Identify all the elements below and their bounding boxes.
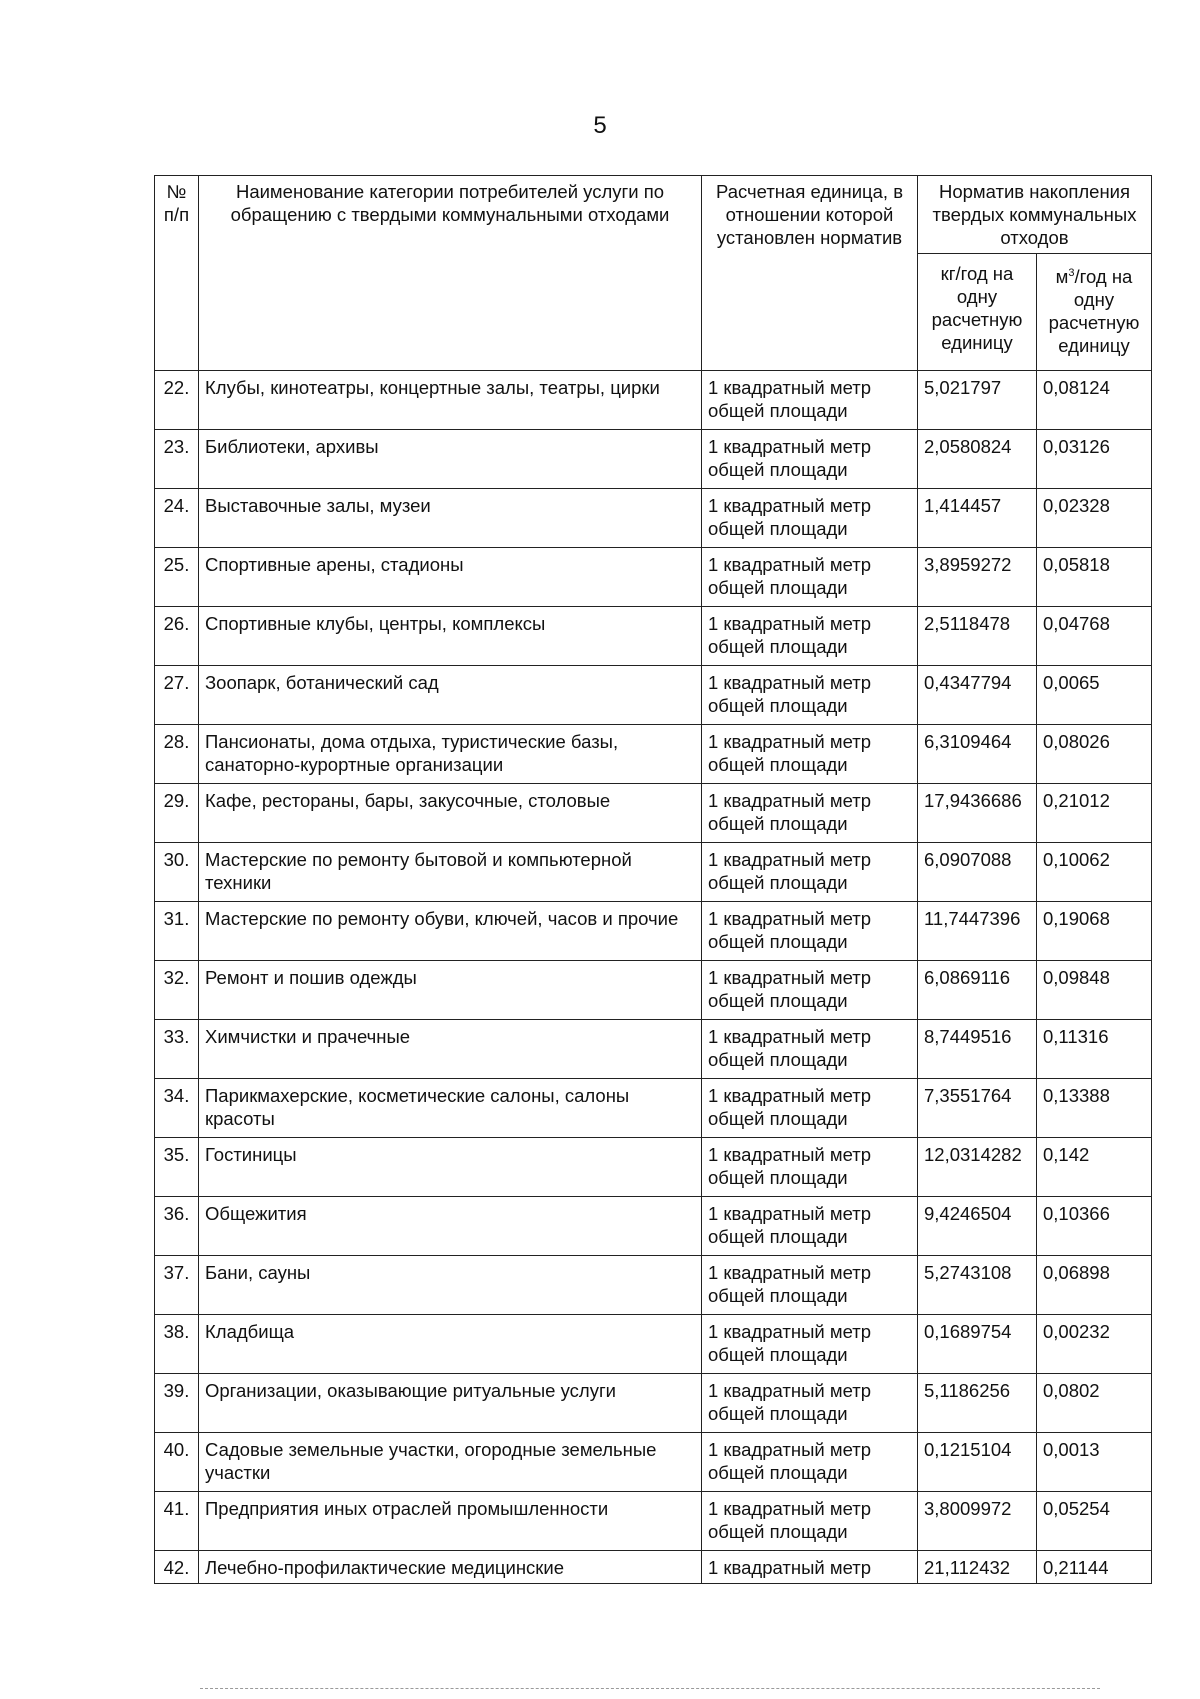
row-category: Лечебно-профилактические медицинские — [199, 1551, 702, 1584]
table-row — [155, 1551, 1152, 1584]
header-kg-per-year: кг/год на одну расчетную единицу — [918, 254, 1037, 371]
row-kg-value: 3,8009972 — [918, 1492, 1037, 1551]
table-row — [155, 1433, 1152, 1492]
row-m3-value: 0,05818 — [1037, 548, 1152, 607]
header-unit: Расчетная единица, в отношении которой установлен норматив — [702, 176, 918, 371]
m3-superscript: 3 — [1068, 267, 1075, 279]
row-m3-value: 0,03126 — [1037, 430, 1152, 489]
row-m3-value: 0,21144 — [1037, 1551, 1152, 1584]
row-unit: 1 квадратный метр общей площади — [702, 1138, 918, 1197]
m3-suffix: /год на одну расчетную единицу — [1048, 266, 1140, 357]
table-row — [155, 1079, 1152, 1138]
row-category: Мастерские по ремонту бытовой и компьютерной техники — [199, 843, 702, 902]
row-category: Кафе, рестораны, бары, закусочные, столовые — [199, 784, 702, 843]
row-number: 31. — [155, 902, 199, 961]
row-number: 24. — [155, 489, 199, 548]
row-number: 37. — [155, 1256, 199, 1315]
table-row — [155, 1374, 1152, 1433]
row-unit: 1 квадратный метр общей площади — [702, 371, 918, 430]
row-m3-value: 0,142 — [1037, 1138, 1152, 1197]
row-number: 22. — [155, 371, 199, 430]
row-number: 42. — [155, 1551, 199, 1584]
row-kg-value: 8,7449516 — [918, 1020, 1037, 1079]
row-unit: 1 квадратный метр — [702, 1551, 918, 1584]
row-number: 30. — [155, 843, 199, 902]
row-number: 27. — [155, 666, 199, 725]
row-category: Ремонт и пошив одежды — [199, 961, 702, 1020]
row-unit: 1 квадратный метр общей площади — [702, 548, 918, 607]
row-kg-value: 17,9436686 — [918, 784, 1037, 843]
row-unit: 1 квадратный метр общей площади — [702, 1374, 918, 1433]
row-category: Клубы, кинотеатры, концертные залы, театры, цирки — [199, 371, 702, 430]
row-m3-value: 0,0013 — [1037, 1433, 1152, 1492]
row-category: Организации, оказывающие ритуальные услуги — [199, 1374, 702, 1433]
row-m3-value: 0,06898 — [1037, 1256, 1152, 1315]
row-kg-value: 2,0580824 — [918, 430, 1037, 489]
row-unit: 1 квадратный метр общей площади — [702, 961, 918, 1020]
row-number: 35. — [155, 1138, 199, 1197]
row-number: 41. — [155, 1492, 199, 1551]
row-kg-value: 2,5118478 — [918, 607, 1037, 666]
row-category: Спортивные арены, стадионы — [199, 548, 702, 607]
row-number: 29. — [155, 784, 199, 843]
row-kg-value: 7,3551764 — [918, 1079, 1037, 1138]
row-number: 26. — [155, 607, 199, 666]
row-category: Спортивные клубы, центры, комплексы — [199, 607, 702, 666]
row-unit: 1 квадратный метр общей площади — [702, 1256, 918, 1315]
row-kg-value: 5,1186256 — [918, 1374, 1037, 1433]
row-m3-value: 0,19068 — [1037, 902, 1152, 961]
row-unit: 1 квадратный метр общей площади — [702, 1433, 918, 1492]
row-category: Общежития — [199, 1197, 702, 1256]
table-row — [155, 1020, 1152, 1079]
table-row — [155, 725, 1152, 784]
row-category: Библиотеки, архивы — [199, 430, 702, 489]
row-m3-value: 0,09848 — [1037, 961, 1152, 1020]
row-unit: 1 квадратный метр общей площади — [702, 489, 918, 548]
row-unit: 1 квадратный метр общей площади — [702, 1020, 918, 1079]
row-number: 25. — [155, 548, 199, 607]
row-unit: 1 квадратный метр общей площади — [702, 430, 918, 489]
row-m3-value: 0,10366 — [1037, 1197, 1152, 1256]
row-number: 36. — [155, 1197, 199, 1256]
row-category: Химчистки и прачечные — [199, 1020, 702, 1079]
row-kg-value: 5,2743108 — [918, 1256, 1037, 1315]
row-unit: 1 квадратный метр общей площади — [702, 1492, 918, 1551]
scan-edge-line — [200, 1688, 1100, 1690]
table-row — [155, 489, 1152, 548]
row-kg-value: 3,8959272 — [918, 548, 1037, 607]
row-unit: 1 квадратный метр общей площади — [702, 666, 918, 725]
row-kg-value: 0,1689754 — [918, 1315, 1037, 1374]
table-row — [155, 371, 1152, 430]
table-row — [155, 1138, 1152, 1197]
row-kg-value: 6,0907088 — [918, 843, 1037, 902]
row-category: Предприятия иных отраслей промышленности — [199, 1492, 702, 1551]
header-category: Наименование категории потребителей услуги по обращению с твердыми коммунальными отходами — [199, 176, 702, 371]
row-kg-value: 6,3109464 — [918, 725, 1037, 784]
row-kg-value: 0,4347794 — [918, 666, 1037, 725]
row-m3-value: 0,02328 — [1037, 489, 1152, 548]
row-number: 23. — [155, 430, 199, 489]
table-row — [155, 961, 1152, 1020]
row-m3-value: 0,00232 — [1037, 1315, 1152, 1374]
row-kg-value: 0,1215104 — [918, 1433, 1037, 1492]
row-m3-value: 0,11316 — [1037, 1020, 1152, 1079]
row-kg-value: 21,112432 — [918, 1551, 1037, 1584]
table-row — [155, 430, 1152, 489]
row-unit: 1 квадратный метр общей площади — [702, 725, 918, 784]
header-norm: Норматив накопления твердых коммунальных отходов — [918, 176, 1152, 254]
table-row — [155, 784, 1152, 843]
row-m3-value: 0,0065 — [1037, 666, 1152, 725]
row-unit: 1 квадратный метр общей площади — [702, 843, 918, 902]
row-m3-value: 0,21012 — [1037, 784, 1152, 843]
row-kg-value: 12,0314282 — [918, 1138, 1037, 1197]
m3-prefix: м — [1055, 266, 1069, 288]
row-category: Выставочные залы, музеи — [199, 489, 702, 548]
row-unit: 1 квадратный метр общей площади — [702, 1079, 918, 1138]
row-number: 28. — [155, 725, 199, 784]
row-unit: 1 квадратный метр общей площади — [702, 1315, 918, 1374]
row-number: 39. — [155, 1374, 199, 1433]
row-number: 32. — [155, 961, 199, 1020]
row-category: Бани, сауны — [199, 1256, 702, 1315]
header-number: № п/п — [155, 176, 199, 371]
row-number: 34. — [155, 1079, 199, 1138]
table-row — [155, 1256, 1152, 1315]
header-m3-per-year — [1037, 254, 1152, 371]
row-kg-value: 1,414457 — [918, 489, 1037, 548]
row-number: 38. — [155, 1315, 199, 1374]
row-unit: 1 квадратный метр общей площади — [702, 902, 918, 961]
row-category: Парикмахерские, косметические салоны, салоны красоты — [199, 1079, 702, 1138]
norms-table — [154, 175, 1152, 1584]
table-row — [155, 548, 1152, 607]
row-category: Гостиницы — [199, 1138, 702, 1197]
row-category: Пансионаты, дома отдыха, туристические базы, санаторно-курортные организации — [199, 725, 702, 784]
table-row — [155, 666, 1152, 725]
row-category: Зоопарк, ботанический сад — [199, 666, 702, 725]
table-body — [155, 371, 1152, 1584]
row-kg-value: 6,0869116 — [918, 961, 1037, 1020]
row-number: 33. — [155, 1020, 199, 1079]
row-kg-value: 5,021797 — [918, 371, 1037, 430]
row-unit: 1 квадратный метр общей площади — [702, 607, 918, 666]
row-m3-value: 0,0802 — [1037, 1374, 1152, 1433]
table-row — [155, 607, 1152, 666]
row-m3-value: 0,13388 — [1037, 1079, 1152, 1138]
table-row — [155, 843, 1152, 902]
row-m3-value: 0,04768 — [1037, 607, 1152, 666]
row-unit: 1 квадратный метр общей площади — [702, 784, 918, 843]
table-row — [155, 1492, 1152, 1551]
table-row — [155, 1197, 1152, 1256]
row-kg-value: 11,7447396 — [918, 902, 1037, 961]
row-m3-value: 0,05254 — [1037, 1492, 1152, 1551]
row-m3-value: 0,08026 — [1037, 725, 1152, 784]
row-number: 40. — [155, 1433, 199, 1492]
row-category: Садовые земельные участки, огородные земельные участки — [199, 1433, 702, 1492]
row-m3-value: 0,10062 — [1037, 843, 1152, 902]
row-unit: 1 квадратный метр общей площади — [702, 1197, 918, 1256]
row-kg-value: 9,4246504 — [918, 1197, 1037, 1256]
row-category: Кладбища — [199, 1315, 702, 1374]
row-m3-value: 0,08124 — [1037, 371, 1152, 430]
row-category: Мастерские по ремонту обуви, ключей, часов и прочие — [199, 902, 702, 961]
table-row — [155, 902, 1152, 961]
table-row — [155, 1315, 1152, 1374]
page-number: 5 — [593, 112, 607, 139]
